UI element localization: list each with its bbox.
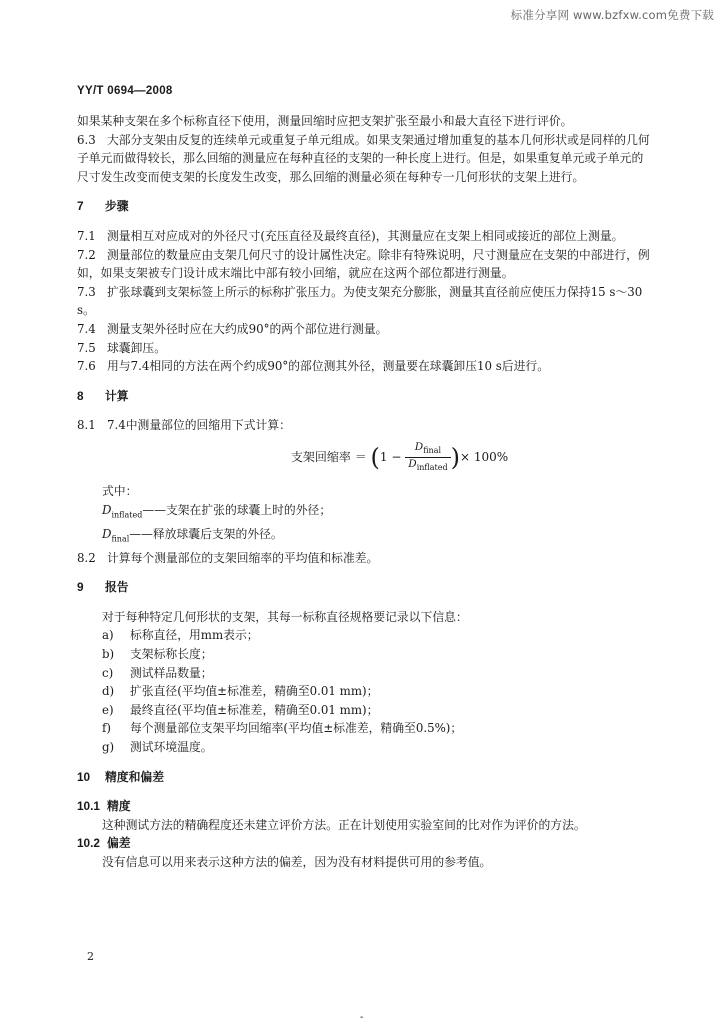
recoil-formula: 支架回缩率 ＝ (1 − $\frac{D_{final}}{D_{inflated}}$ )× 100% xyxy=(290,440,509,473)
clause-10-1-heading: 10.1 精度 xyxy=(77,799,131,814)
clause-7-6: 7.6 用与7.4相同的方法在两个约成90°的部位测其外径，测量要在球囊卸压10 s后进行。 xyxy=(77,359,549,374)
where-label: 式中： xyxy=(102,484,138,499)
section-10-heading: 10 精度和偏差 xyxy=(77,769,164,784)
report-intro: 对于每种特定几何形状的支架，其每一标称直径规格要记录以下信息： xyxy=(102,609,468,624)
definition-item: $D_{inflated}——$支架在扩张的球囊上时的外径； xyxy=(102,502,332,520)
clauses-7 xyxy=(77,227,652,376)
clause-10-2-heading: 10.2 偏差 xyxy=(77,836,131,851)
variable-definitions xyxy=(77,501,652,549)
watermark: 标准分享网 www.bzfxw.com免费下载 xyxy=(510,8,714,22)
clause-7-3: 7.3 扩张球囊到支架标签上所示的标称扩张压力。为使支架充分膨胀，测量其直径前应使压力保持15 s～30 s。 xyxy=(77,284,643,318)
definition-item: $D_{final}——$释放球囊后支架的外径。 xyxy=(102,526,283,543)
intro-paragraph: 如果某种支架在多个标称直径下使用，测量回缩时应把支架扩张至最小和最大直径下进行评价。 xyxy=(77,114,573,128)
section-8-heading: 8 计算 xyxy=(77,388,129,403)
report-item: g) 测试环境温度。 xyxy=(102,739,213,754)
document-body xyxy=(77,112,652,872)
clause-10-1-text: 这种测试方法的精确程度还未建立评价方法。正在计划使用实验室间的比对作为评价的方法。 xyxy=(102,817,586,832)
footer-mark: - xyxy=(360,1012,364,1023)
section-7-heading: 7 步骤 xyxy=(77,199,129,214)
formula-fraction: $\frac{D_{final}}{D_{inflated}}$ xyxy=(405,441,450,474)
clause-6-3: 6.3 大部分支架由反复的连续单元或重复子单元组成。如果支架通过增加重复的基本几何形状或是同样的几何子单元而做得较长，那么回缩的测量应在每种直径的支架的一种长度上进行。但是，如果重复单元或子单元的尺寸发生改变而使支架的长度发生改变，那么回缩的测量必须在每种专一几何形状的支架上进行。 xyxy=(77,132,650,184)
clause-10-2-text: 没有信息可以用来表示这种方法的偏差，因为没有材料提供可用的参考值。 xyxy=(102,854,492,869)
report-item: c) 测试样品数量； xyxy=(102,665,213,680)
formula-lhs: 支架回缩率 xyxy=(290,450,351,464)
clause-8-2: 8.2 计算每个测量部位的支架回缩率的平均值和标准差。 xyxy=(77,550,379,565)
report-item: d) 扩张直径(平均值±标准差，精确至0.01 mm)； xyxy=(102,684,379,699)
clause-7-4: 7.4 测量支架外径时应在大约成90°的两个部位进行测量。 xyxy=(77,321,388,336)
clause-8-1: 8.1 7.4中测量部位的回缩用下式计算： xyxy=(77,418,291,433)
report-item: a) 标称直径，用mm表示； xyxy=(102,628,259,643)
page-number: 2 xyxy=(87,950,94,963)
clause-7-2: 7.2 测量部位的数量应由支架几何尺寸的设计属性决定。除非有特殊说明，尺寸测量应在支架的中部进行，例如，如果支架被专门设计成末端比中部有较小回缩，就应在这两个部位都进行测量。 xyxy=(77,247,650,281)
section-9-heading: 9 报告 xyxy=(77,580,129,595)
standard-number: YY/T 0694—2008 xyxy=(77,85,173,97)
report-item: f) 每个测量部位支架平均回缩率(平均值±标准差，精确至0.5%)； xyxy=(102,721,463,736)
clause-7-5: 7.5 球囊卸压。 xyxy=(77,340,166,355)
report-list xyxy=(77,626,652,756)
clause-7-1: 7.1 测量相互对应成对的外径尺寸(充压直径及最终直径)，其测量应在支架上相同或接近的部位上测量。 xyxy=(77,228,624,243)
report-item: e) 最终直径(平均值±标准差，精确至0.01 mm)； xyxy=(102,702,379,717)
report-item: b) 支架标称长度； xyxy=(102,646,213,661)
